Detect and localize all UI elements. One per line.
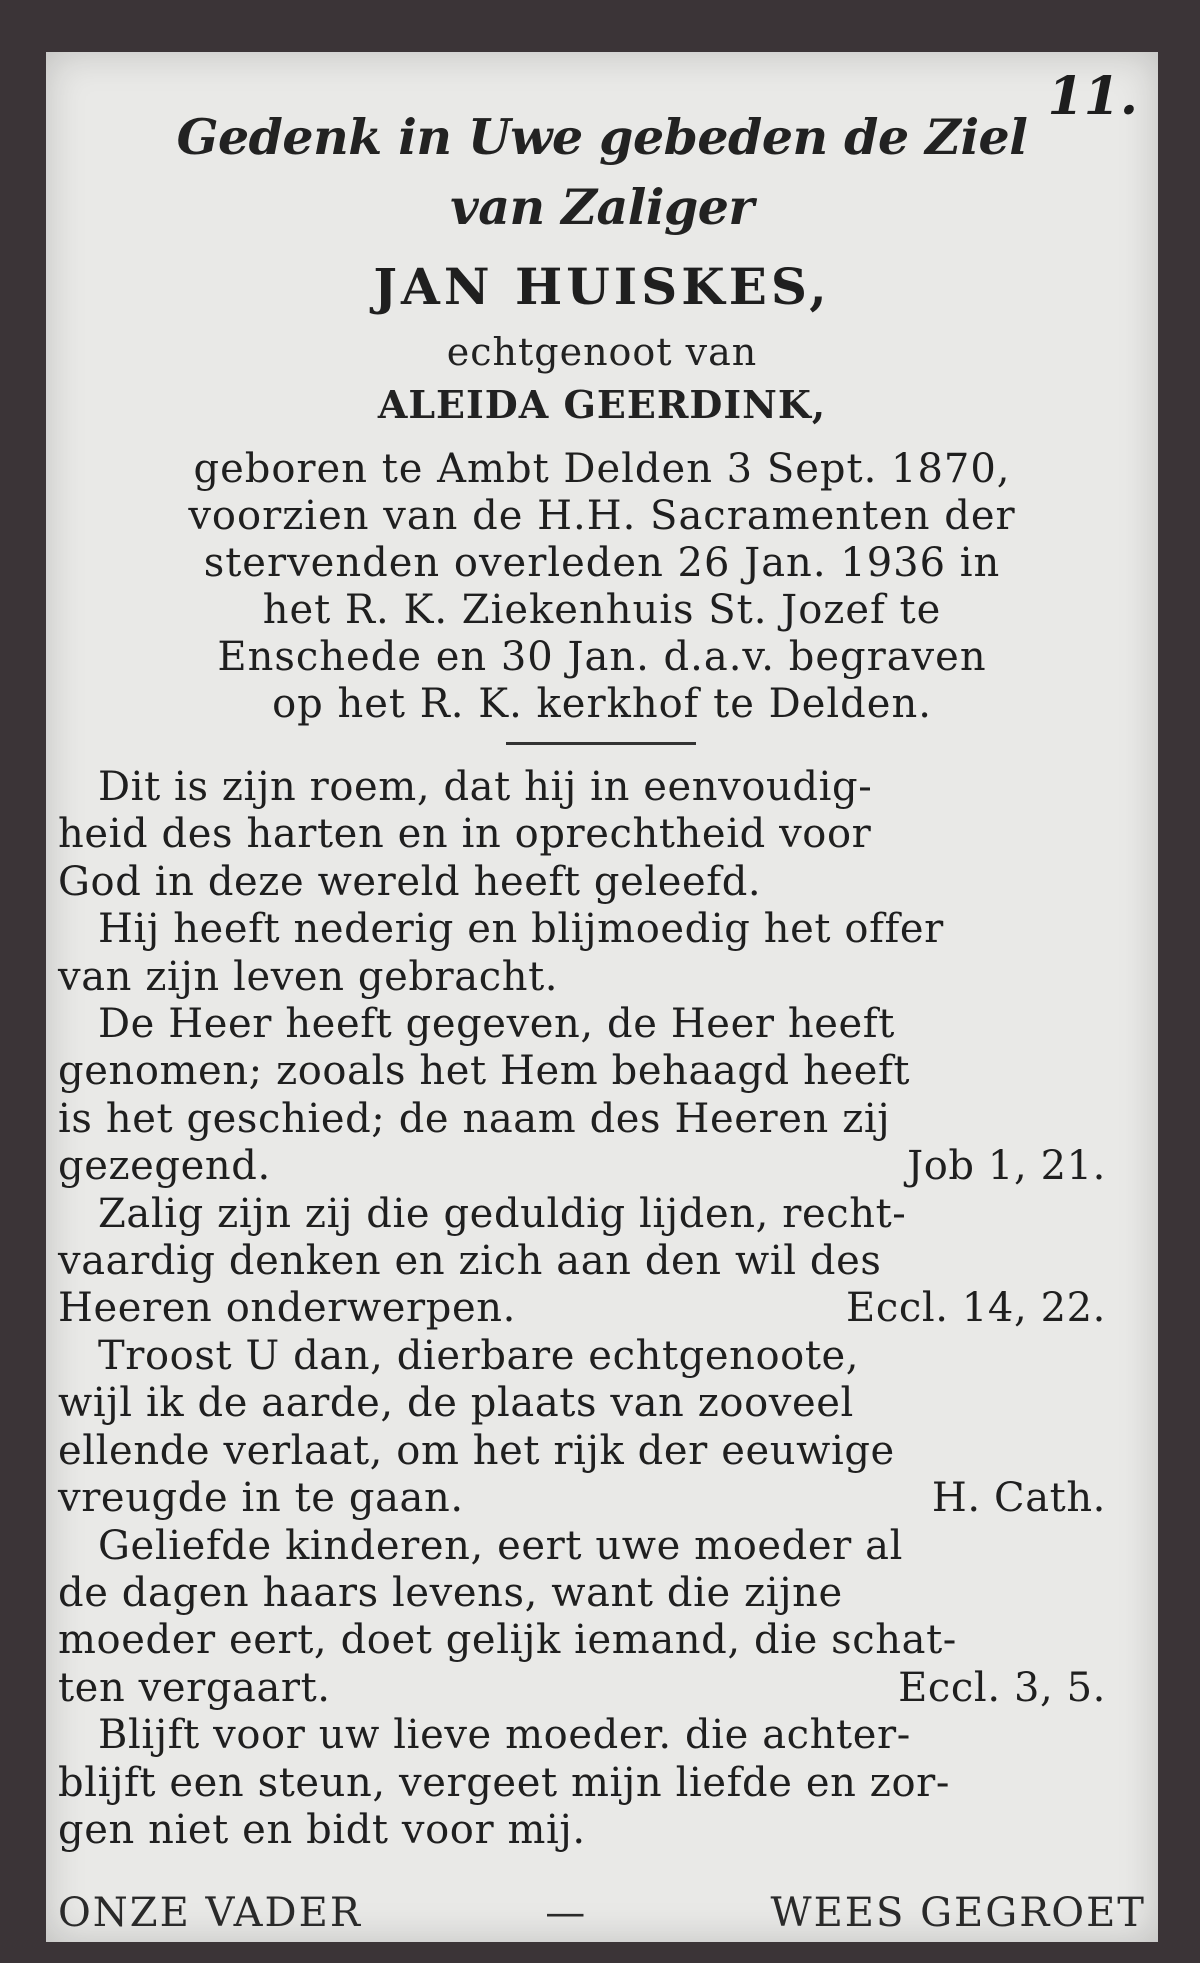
divider-rule bbox=[506, 742, 696, 745]
verse-text: ten vergaart. bbox=[58, 1664, 331, 1711]
verse-line: Blijft voor uw lieve moeder. die achter- bbox=[98, 1712, 911, 1759]
verse-line: Dit is zijn roem, dat hij in eenvoudig- bbox=[98, 764, 873, 810]
verse-line: Troost U dan, dierbare echtgenoote, bbox=[98, 1332, 860, 1379]
verse-line: Geliefde kinderen, eert uwe moeder al bbox=[98, 1522, 904, 1569]
verse-line: wijl ik de aarde, de plaats van zooveel bbox=[58, 1380, 854, 1427]
verse-reference: Job 1, 21. bbox=[907, 1143, 1106, 1190]
bio-line: geboren te Ambt Delden 3 Sept. 1870, bbox=[193, 446, 1011, 492]
verse-reference: Eccl. 14, 22. bbox=[846, 1285, 1106, 1332]
verse-line: Hij heeft nederig en blijmoedig het offer bbox=[98, 906, 944, 953]
verse-line: ellende verlaat, om het rijk der eeuwige bbox=[58, 1427, 895, 1474]
verse-line bbox=[58, 1143, 1146, 1190]
heading-line-2: van Zaliger bbox=[450, 178, 754, 236]
verse-text: Heeren onderwerpen. bbox=[58, 1285, 516, 1332]
footer-dash: — bbox=[545, 1890, 588, 1936]
verse-line: is het geschied; de naam des Heeren zij bbox=[58, 1095, 891, 1142]
prayer-onze-vader: ONZE VADER bbox=[58, 1890, 362, 1936]
prayer-footer bbox=[58, 1890, 1146, 1936]
verse-line: gen niet en bidt voor mij. bbox=[58, 1806, 586, 1853]
verses bbox=[58, 764, 1146, 1854]
verse-text: vreugde in te gaan. bbox=[58, 1475, 464, 1522]
verse-line: De Heer heeft gegeven, de Heer heeft bbox=[98, 1001, 895, 1048]
deceased-name: JAN HUISKES, bbox=[373, 257, 831, 316]
verse-text: gezegend. bbox=[58, 1143, 271, 1190]
verse-reference: Eccl. 3, 5. bbox=[898, 1664, 1106, 1711]
verse-line: blijft een steun, vergeet mijn liefde en zor- bbox=[58, 1759, 950, 1806]
spouse-prefix: echtgenoot van bbox=[446, 330, 758, 374]
spouse-name: ALEIDA GEERDINK, bbox=[377, 382, 827, 427]
bio-line: op het R. K. kerkhof te Delden. bbox=[272, 681, 932, 727]
verse-line: Zalig zijn zij die geduldig lijden, recht- bbox=[98, 1190, 907, 1237]
biography bbox=[58, 446, 1146, 728]
verse-line: God in deze wereld heeft geleefd. bbox=[58, 858, 762, 905]
verse-reference: H. Cath. bbox=[931, 1475, 1106, 1522]
verse-line: heid des harten en in oprechtheid voor bbox=[58, 811, 872, 858]
bio-line: Enschede en 30 Jan. d.a.v. begraven bbox=[217, 634, 987, 680]
verse-line: moeder eert, doet gelijk iemand, die schat- bbox=[58, 1617, 957, 1664]
verse-line bbox=[58, 1285, 1146, 1332]
verse-line: de dagen haars levens, want die zijne bbox=[58, 1569, 843, 1616]
memorial-card bbox=[46, 52, 1158, 1942]
bio-line: stervenden overleden 26 Jan. 1936 in bbox=[203, 540, 1001, 586]
prayer-wees-gegroet: WEES GEGROET bbox=[770, 1890, 1146, 1936]
verse-line: genomen; zooals het Hem behaagd heeft bbox=[58, 1048, 911, 1095]
bio-line: het R. K. Ziekenhuis St. Jozef te bbox=[262, 587, 942, 633]
verse-line bbox=[58, 1475, 1146, 1522]
verse-line: vaardig denken en zich aan den wil des bbox=[58, 1238, 882, 1285]
handwritten-number: 11. bbox=[1047, 66, 1138, 127]
heading-line-1: Gedenk in Uwe gebeden de Ziel bbox=[176, 108, 1028, 166]
verse-line bbox=[58, 1665, 1146, 1712]
verse-line: van zijn leven gebracht. bbox=[58, 953, 559, 1000]
bio-line: voorzien van de H.H. Sacramenten der bbox=[188, 493, 1016, 539]
